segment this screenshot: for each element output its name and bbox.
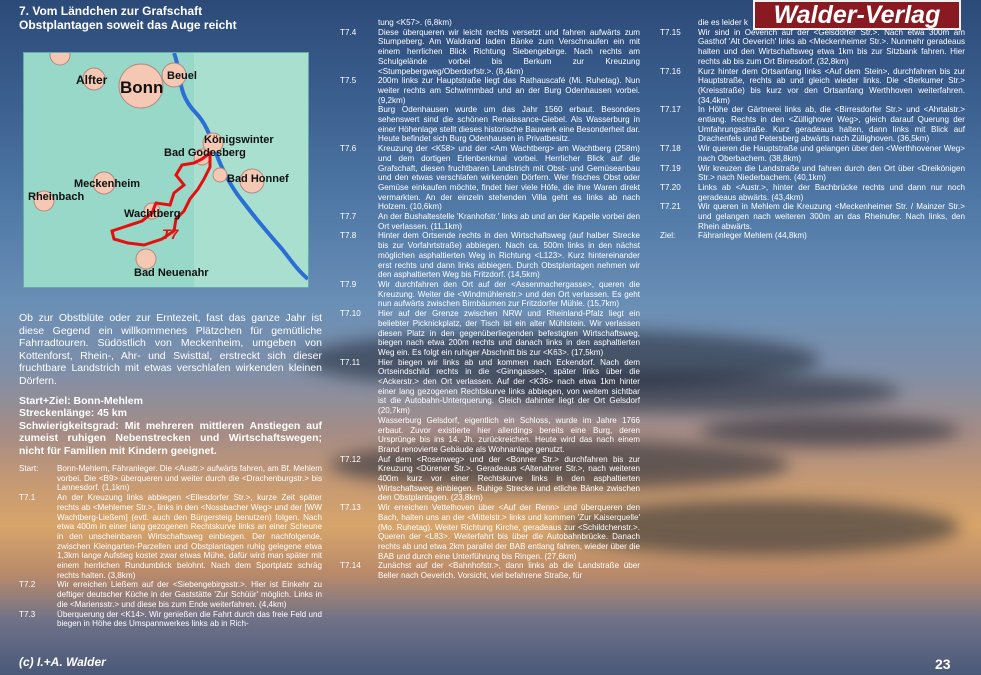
step-text: Wir durchfahren den Ort auf der <Assenmachergasse>, queren die Kreuzung. Weiter die <Windmühlenstr.> und den Ort verlassen. Es geht nun aufwärts zwischen Birnbäumen zur Fritzdorfer Mühle. (15,7km) bbox=[378, 279, 640, 309]
page-number: 23 bbox=[935, 656, 951, 672]
route-step bbox=[340, 231, 640, 280]
step-id: T7.16 bbox=[660, 66, 681, 76]
step-text: Fähranleger Mehlem (44,8km) bbox=[698, 231, 807, 241]
step-id: T7.21 bbox=[660, 202, 681, 212]
route-step bbox=[660, 28, 965, 67]
route-step bbox=[340, 416, 640, 455]
step-text: Wir queren in Mehlem die Kreuzung <Meckenheimer Str. / Mainzer Str.> und gelangen nach weiteren 300m an das Rheinufer. Nach links, den Rhein abwärts. bbox=[698, 202, 965, 231]
column-middle bbox=[340, 18, 640, 581]
route-step bbox=[660, 231, 965, 241]
start-goal: Start+Ziel: Bonn-Mehlem bbox=[19, 395, 143, 407]
step-id: T7.20 bbox=[660, 182, 681, 192]
route-step bbox=[19, 464, 322, 493]
step-id: T7.9 bbox=[340, 279, 357, 289]
difficulty: Schwierigkeitsgrad: Mit mehreren mittleren Anstiegen auf zumeist ruhigen Nebenstrecken und Wirtschaftswegen; nicht für Familien mit Kindern geeignet. bbox=[19, 419, 322, 457]
route-step bbox=[340, 144, 640, 212]
tour-meta bbox=[19, 395, 322, 457]
route-step bbox=[660, 144, 965, 163]
map-label-bonn: Bonn bbox=[120, 78, 164, 97]
step-id: T7.12 bbox=[340, 454, 361, 464]
map-label-beuel: Beuel bbox=[167, 70, 197, 82]
step-id: T7.7 bbox=[340, 212, 357, 222]
publisher-logo: Walder-Verlag bbox=[753, 0, 961, 30]
route-label-t7: T7 bbox=[162, 226, 179, 242]
step-id: T7.15 bbox=[660, 27, 681, 37]
route-step bbox=[660, 202, 965, 231]
step-id: Ziel: bbox=[660, 231, 676, 241]
step-text: In Höhe der Gärtnerei links ab, die <Birresdorfer Str.> und <Ahrtalstr.> entlang. Rechts in den <Züllighover Weg>, gleich darauf Querung der Umfahrungsstraße. Kurz geradeaus halten, dann links mit Blick auf Drachenfels und Petersberg abwärts nach Züllighoven. (36,5km) bbox=[698, 105, 965, 144]
route-step bbox=[340, 309, 640, 358]
map-label-bad-godesberg: Bad Godesberg bbox=[164, 147, 246, 159]
step-id: T7.5 bbox=[340, 76, 357, 86]
route-step bbox=[340, 105, 640, 144]
step-id: T7.14 bbox=[340, 561, 361, 571]
route-step bbox=[340, 18, 640, 28]
step-text: Bonn-Mehlem, Fähranleger. Die <Austr.> aufwärts fahren, am Bf. Mehlem vorbei. Die <B9> überqueren und weiter durch die <Drachenburgstr.> bis Lannesdorf. (1,1km) bbox=[57, 464, 322, 493]
step-text: Hier biegen wir links ab und kommen nach Eckendorf. Nach dem Ortseindschild rechts in die <Ginngasse>, später links über die <Ackerstr.> den Ort verlassen. Auf der <K36> nach etwa 1km hinter einer lang gezogenen Rechtskurve links abbiegen, von weitem sichtbar ist die Autobahn-Unterquerung. Gleich dahinter liegt der Ort Gelsdorf (20,7km) bbox=[378, 357, 640, 416]
step-text: An der Kreuzung links abbiegen <Ellesdorfer Str.>, kurze Zeit später rechts ab <Mehlemer Str.>, links in den <Nossbacher Weg> und der [WW Wachtberg-Ließem] (evtl. auch den Bürgersteig benutzen) folgen. Nach etwa 400m in einer lang gezogenen Rechtskurve links an einer Scheune in den unscheinbaren Wirtschaftsweg einbiegen. Der nachfolgende, zwischen Kleingarten-Parzellen und Obstplantagen ruhig gelegene etwa 1,3km lange Aufstieg kostet zwar etwas Mühe, dafür wird man später mit einem herrlichen Rundumblick belohnt. Nach dem Sportplatz schräg rechts halten. (3,8km) bbox=[57, 493, 322, 580]
step-text: An der Bushaltestelle 'Kranhofstr.' links ab und an der Kapelle vorbei den Ort verlassen. (11,1km) bbox=[378, 212, 640, 231]
step-id bbox=[340, 18, 378, 28]
step-text: Links ab <Austr.>, hinter der Bachbrücke rechts und dann nur noch geradeaus abwärts. (43,4km) bbox=[698, 182, 965, 202]
step-text: die es leider k bbox=[698, 18, 748, 27]
step-text: Hier auf der Grenze zwischen NRW und Rheinland-Pfalz liegt ein beliebter Picknickplatz, der Tisch ist ein alter Mühlstein. Wir verlassen diesen Platz in den gegenüberliegenden befestigten Wirtschaftsweg, biegen nach etwa 200m rechts und danach links in den asphaltierten Weg ein. Es folgt ein ruhiger Abschnitt bis zur <K63>. (17,5km) bbox=[378, 309, 640, 357]
route-length: Streckenlänge: 45 km bbox=[19, 407, 127, 420]
route-step bbox=[19, 610, 322, 629]
step-id bbox=[340, 105, 378, 144]
step-text: Wir erreichen Vettelhoven über <Auf der Renn> und überqueren den Bach, halten uns an der <Mittelstr.> links und kommen 'Zur Kaiserquelle' (Mo. Ruhetag). Weiter Richtung Kirche, geradeaus zur <Schildchenstr.>. Queren der <L83>. Weiterfahrt bis über die Autobahnbrücke. Danach rechts ab und etwa 2km parallel der BAB entlang fahren, wieder über die BAB und durch eine Unterführung bis Ringen. (27,6km) bbox=[378, 503, 640, 561]
step-id: T7.4 bbox=[340, 27, 357, 37]
step-id: T7.1 bbox=[19, 493, 36, 503]
step-text: Kurz hinter dem Ortsanfang links <Auf dem Stein>, durchfahren bis zur Hauptstraße, rechts ab und gleich wieder links. Die <Berkumer Str.> (Kreisstraße) bis kurz vor den Ortsanfang Werthhoven weiterfahren. (34,4km) bbox=[698, 66, 965, 105]
step-text: Hinter dem Ortsende rechts in den Wirtschaftsweg (auf halber Strecke bis zur Vorfahrtstraße) abbiegen. Nach ca. 500m links in den nächst möglichen asphaltierten Weg in Richtung <L123>. Kurz hintereinander erst rechts und dann links abbiegen. Durch Obstplantagen nehmen wir den asphaltierten Weg bis Fritzdorf. (14,5km) bbox=[378, 231, 640, 280]
page-title: 7. Vom Ländchen zur Grafschaft bbox=[19, 4, 203, 18]
step-id: T7.11 bbox=[340, 357, 361, 367]
step-id: T7.17 bbox=[660, 105, 681, 115]
step-text: Zunächst auf der <Bahnhofstr.>, dann links ab die Landstraße über Beller nach Oeverich. Vorsicht, viel befahrene Straße, für bbox=[378, 561, 640, 581]
step-text: Auf dem <Rosenweg> und der <Bonner Str.> durchfahren bis zur Kreuzung <Dürener Str.>. Geradeaus <Altenahrer Str.>, nach weiteren 400m kurz vor einer Rechtskurve links in den asphaltierten Wirtschaftsweg einbiegen. Ruhige Strecke und etliche Bänke zwischen den Obstplantagen. (23,8km) bbox=[378, 454, 640, 503]
route-step bbox=[340, 561, 640, 580]
route-step bbox=[660, 164, 965, 183]
step-id: Start: bbox=[19, 464, 39, 473]
map-label-bad-honnef: Bad Honnef bbox=[227, 173, 289, 185]
step-id bbox=[660, 18, 698, 28]
step-text: Wasserburg Gelsdorf, eigentlich ein Schloss, wurde im Jahre 1766 erbaut. Zuvor existierte hier allerdings bereits eine Burg, deren Ursprünge bis ins 14. Jh. zurückreichen. Heute wird das nach einem Brand renovierte Gebäude als Wohnanlage genutzt. bbox=[378, 415, 640, 454]
route-step bbox=[340, 280, 640, 309]
map-label-rheinbach: Rheinbach bbox=[28, 191, 85, 203]
step-id: T7.13 bbox=[340, 503, 361, 513]
step-text: Überquerung der <K14>. Wir genießen die Fahrt durch das freie Feld und biegen in Höhe des Umspannwerkes links ab in Rich- bbox=[57, 609, 322, 629]
step-text: Wir queren die Hauptstraße und gelangen über den <Werthhovener Weg> nach Oberbachem. (38,8km) bbox=[698, 144, 965, 163]
route-map bbox=[23, 52, 309, 288]
step-text: 200m links zur Hauptstraße liegt das Rathauscafé (Mi. Ruhetag). Nun weiter rechts am Schwimmbad und an der Burg Odenhausen vorbei. (9,2km) bbox=[378, 76, 640, 105]
map-label-koenigswinter: Königswinter bbox=[204, 134, 274, 146]
route-step bbox=[660, 18, 965, 28]
step-text: tung <K57>. (6,8km) bbox=[378, 18, 452, 27]
step-id: T7.10 bbox=[340, 309, 361, 319]
step-id: T7.3 bbox=[19, 609, 36, 619]
step-text: Kreuzung der <K58> und der <Am Wachtberg> am Wachtberg (258m) und dem dortigen Erlenbenkmal vorbei. Herrlicher Blick auf die Grafschaft, diesen fruchtbaren Landstrich mit Obst- und Gemüseanbau und den etwas verschlafen wirkenden Dörfern. Wer frisches Obst oder Gemüse einkaufen möchte, findet hier viele Höfe, die ihre Waren direkt vermarkten. An der einzeln stehenden Villa geht es links ab nach Holzem. (10,6km) bbox=[378, 144, 640, 212]
copyright: (c) I.+A. Walder bbox=[19, 655, 106, 669]
intro-text: Ob zur Obstblüte oder zur Erntezeit, fast das ganze Jahr ist diese Gegend ein willkommenes Plätzchen für gemütliche Fahrradtouren. Südöstlich von Meckenheim, umgeben von Kottenforst, Rhein-, Ahr- und Swisttal, erstreckt sich dieser fruchtbare Landstrich mit etwas verschlafen wirkenden kleinen Dörfern. bbox=[19, 312, 322, 387]
route-step bbox=[340, 212, 640, 231]
route-steps bbox=[19, 464, 322, 629]
step-text: Wir erreichen Ließem auf der <Siebengebirgsstr.>. Hier ist Einkehr zu deftiger deutscher Küche in der Gaststätte 'Zur Schüür' möglich. Links in die <Mariensstr.> und diese bis zum Ende weiterfahren. (4,4km) bbox=[57, 580, 322, 609]
route-step bbox=[660, 183, 965, 202]
route-step bbox=[340, 503, 640, 561]
route-step bbox=[340, 358, 640, 416]
step-text: Wir sind in Oeverich auf der <Gelsdorfer Str.>. Nach etwa 300m am Gasthof 'Alt Oeverich' links ab <Meckenheimer Str.>. Nunmehr geradeaus halten und den Wirtschaftsweg etwa 1km bis zur Sitzbank fahren. Hier rechts ab bis zum Ort Birresdorf. (32,8km) bbox=[698, 27, 965, 66]
step-id: T7.19 bbox=[660, 163, 681, 173]
route-step bbox=[340, 28, 640, 77]
step-text: Diese überqueren wir leicht rechts versetzt und fahren aufwärts zum Stumpeberg. Am Waldrand laden Bänke zum Verschnaufen ein mit einem herrlichen Blick Richtung Siebengebirge. Nach rechts am Schulgelände vorbei bis Berkum zur Kreuzung <Stumpebergweg/Oberdorfstr.>. (8,4km) bbox=[378, 27, 640, 76]
route-step bbox=[19, 580, 322, 609]
route-step bbox=[660, 105, 965, 144]
step-id: T7.6 bbox=[340, 144, 357, 154]
step-id: T7.18 bbox=[660, 144, 681, 154]
step-id bbox=[340, 416, 378, 455]
cloud-shape bbox=[700, 415, 960, 447]
route-step bbox=[340, 76, 640, 105]
page-subtitle: Obstplantagen soweit das Auge reicht bbox=[19, 18, 237, 32]
step-id: T7.8 bbox=[340, 231, 357, 241]
map-label-bad-neuenahr: Bad Neuenahr bbox=[134, 267, 209, 279]
step-id: T7.2 bbox=[19, 580, 36, 590]
step-text: Burg Odenhausen wurde um das Jahr 1560 erbaut. Besonders sehenswert sind die schönen Renaissance-Giebel. Als Wasserburg in einer Höhenlage stellt dieses historische Bauwerk eine Besonderheit dar. Heute befindet sich Burg Odenhausen in Privatbesitz. bbox=[378, 105, 640, 144]
map-label-wachtberg: Wachtberg bbox=[124, 208, 181, 220]
column-right bbox=[660, 18, 965, 241]
route-step bbox=[340, 455, 640, 504]
map-label-alfter: Alfter bbox=[76, 73, 108, 87]
route-step bbox=[19, 493, 322, 580]
step-text: Wir kreuzen die Landstraße und fahren durch den Ort über <Dreikönigen Str.> nach Niederbachem. (40,1km) bbox=[698, 163, 965, 183]
map-label-meckenheim: Meckenheim bbox=[74, 178, 141, 190]
route-step bbox=[660, 67, 965, 106]
